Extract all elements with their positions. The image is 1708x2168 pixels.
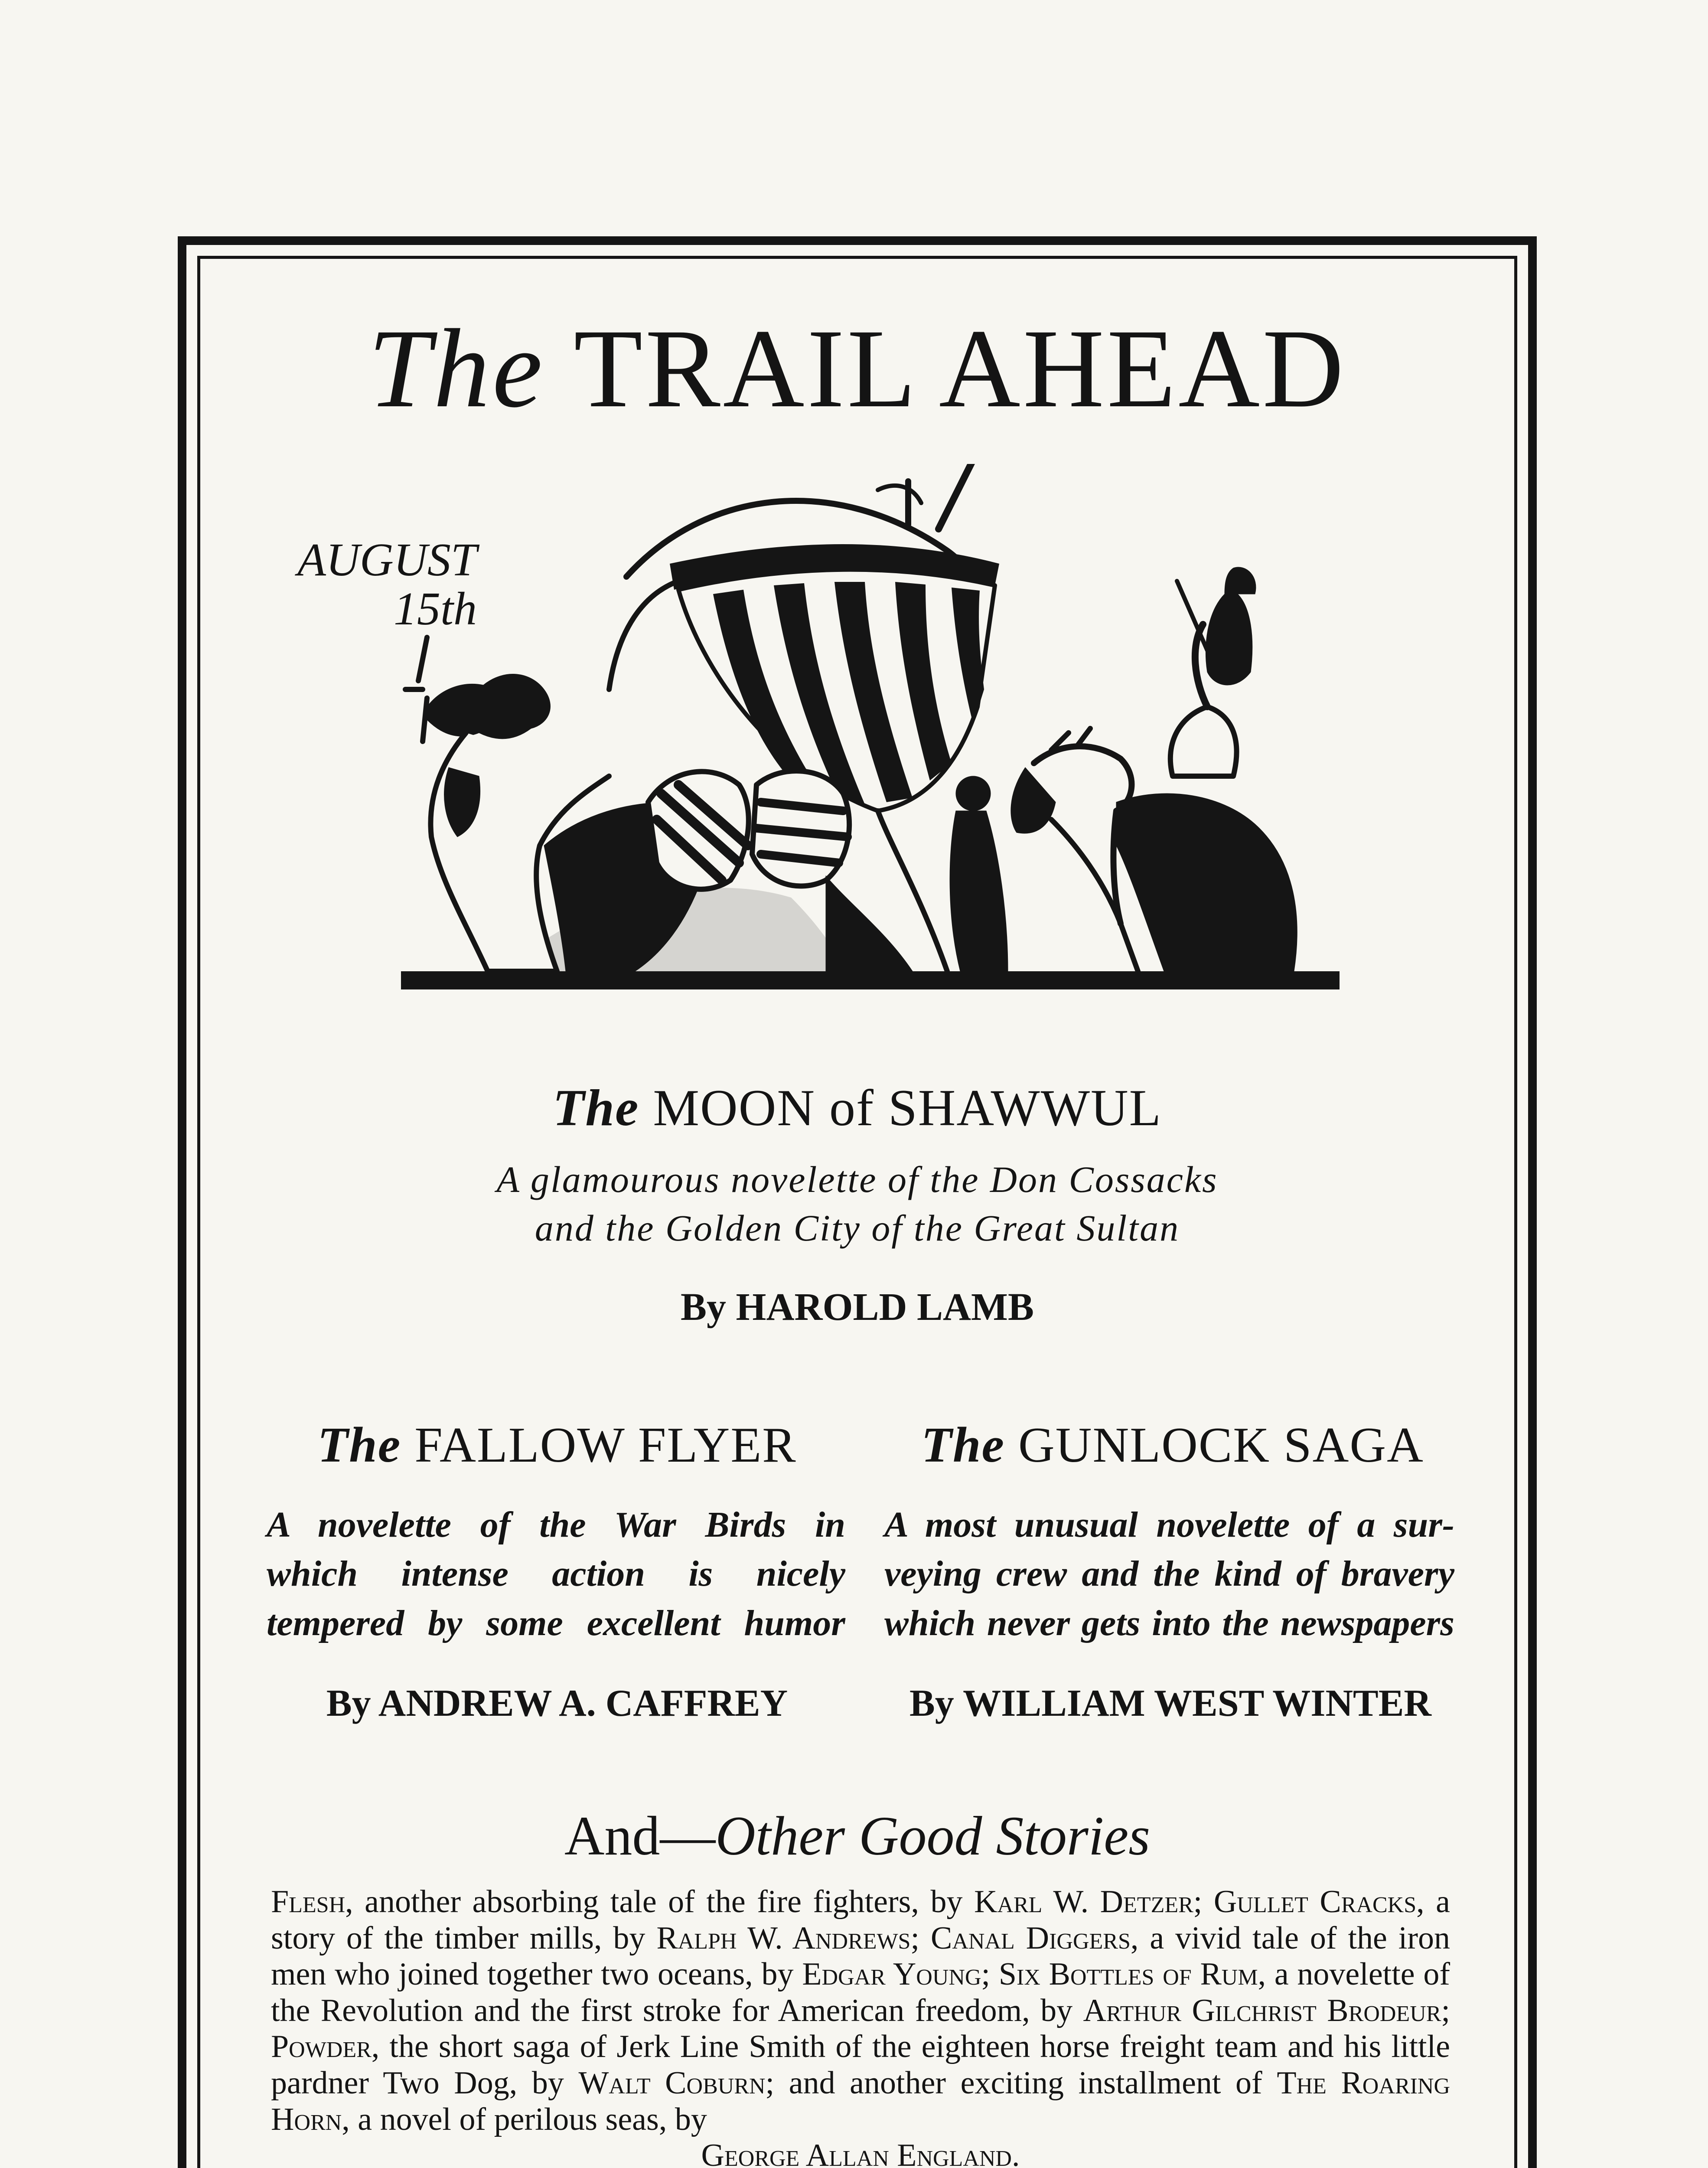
issue-date-month: AUGUST (297, 534, 477, 586)
story-powder-author: Walt Coburn (578, 2065, 766, 2101)
issue-date-day: 15th (393, 583, 477, 635)
story-gullet-author: Ralph W. Andrews (656, 1920, 911, 1956)
right-desc-line-2: veying crew and the kind of bravery (884, 1554, 1454, 1594)
story-flesh-author: Karl W. Detzer (974, 1884, 1193, 1920)
left-title-rest: FALLOW FLYER (414, 1417, 797, 1473)
separator: ; (1441, 1992, 1450, 2028)
right-story-description (884, 1500, 1454, 1648)
story-horn-pre: ; and another exciting installment of (765, 2065, 1277, 2101)
story-horn-title: The Roaring Horn (271, 2065, 1450, 2137)
story-rum-title: Six Bottles of Rum (998, 1956, 1258, 1992)
page-title (197, 306, 1517, 431)
featured-story-byline: By HAROLD LAMB (680, 1286, 1034, 1329)
title-the: The (368, 306, 545, 431)
other-heading-text: Other Good Stories (715, 1805, 1151, 1867)
story-canal-title: Canal Diggers (930, 1920, 1131, 1956)
separator: ; (910, 1920, 920, 1956)
featured-title-the: The (553, 1079, 639, 1136)
right-story-title (889, 1417, 1457, 1473)
story-gullet-text: , a story of the timber mills, by (271, 1884, 1450, 1956)
story-rum-text: , a novelette of the Revolution and the first stroke for American freedom, by (271, 1956, 1450, 2028)
left-story-title (269, 1417, 845, 1473)
story-horn-text: , a novel of perilous seas, by (342, 2101, 707, 2137)
separator: ; (1193, 1884, 1203, 1920)
separator: ; (981, 1956, 991, 1992)
story-canal-author: Edgar Young (802, 1956, 981, 1992)
left-desc-line-2: which intense action is nicely (267, 1554, 845, 1594)
right-desc-line-3: which never gets into the newspapers (884, 1603, 1454, 1643)
title-main: TRAIL AHEAD (574, 306, 1346, 431)
paragraph-end: . (1011, 2138, 1020, 2168)
left-desc-line-3: tempered by some excellent humor (267, 1603, 845, 1643)
featured-desc-line-2: and the Golden City of the Great Sultan (535, 1207, 1180, 1249)
story-powder-title: Powder (271, 2029, 372, 2065)
story-canal-text: , a vivid tale of the iron men who joined together two oceans, by (271, 1920, 1450, 1992)
left-story-description (267, 1500, 845, 1648)
featured-story-title (197, 1079, 1517, 1136)
right-desc-line-1: A most unusual novelette of a sur- (884, 1505, 1454, 1545)
featured-story-description (197, 1156, 1517, 1253)
story-rum-author: Arthur Gilchrist Brodeur (1083, 1992, 1441, 2028)
featured-desc-line-1: A glamourous novelette of the Don Cossacks (496, 1159, 1218, 1200)
left-title-the: The (317, 1417, 401, 1473)
right-title-rest: GUNLOCK SAGA (1018, 1417, 1424, 1473)
right-title-the: The (921, 1417, 1005, 1473)
other-heading-and: And— (564, 1805, 716, 1867)
left-story-byline: By ANDREW A. CAFFREY (326, 1682, 788, 1724)
featured-title-rest: MOON of SHAWWUL (653, 1079, 1162, 1136)
other-stories-paragraph (271, 1884, 1450, 2168)
right-story-byline: By WILLIAM WEST WINTER (909, 1682, 1431, 1724)
story-powder-text: , the short saga of Jerk Line Smith of the eighteen horse freight team and his little pardner Two Dog, by (271, 2029, 1450, 2101)
story-flesh-text: , another absorbing tale of the fire fighters, by (345, 1884, 974, 1920)
story-flesh-title: Flesh (271, 1884, 346, 1920)
caravan-illustration (401, 464, 1340, 1002)
story-gullet-title: Gullet Cracks (1213, 1884, 1417, 1920)
other-stories-heading (197, 1805, 1517, 1867)
left-desc-line-1: A novelette of the War Birds in (267, 1505, 845, 1545)
story-horn-author: George Allan England (701, 2138, 1012, 2168)
